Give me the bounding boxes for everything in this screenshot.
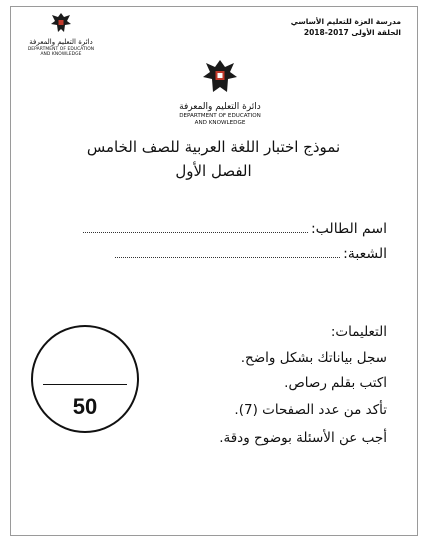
school-name: مدرسة العزة للتعليم الأساسي <box>290 17 401 26</box>
instruction-item: سجل بياناتك بشكل واضح. <box>240 350 387 366</box>
instruction-item: اكتب بقلم رصاص. <box>284 375 387 391</box>
logo-arabic-text: دائرة التعليم والمعرفة <box>29 38 93 46</box>
section-blank[interactable] <box>115 243 340 258</box>
logo-english-line1: DEPARTMENT OF EDUCATION <box>179 113 261 119</box>
small-logo <box>18 12 104 57</box>
student-name-blank[interactable] <box>83 218 308 233</box>
falcon-emblem-icon <box>200 58 240 98</box>
score-total: 50 <box>72 394 98 419</box>
main-logo <box>172 58 268 126</box>
instruction-item: تأكد من عدد الصفحات (7). <box>234 402 387 418</box>
score-circle <box>31 325 139 433</box>
section-field[interactable] <box>115 243 387 262</box>
exam-term: الفصل الأول <box>175 162 252 180</box>
school-header <box>291 16 401 38</box>
logo-english-line1: DEPARTMENT OF EDUCATION <box>27 47 95 52</box>
instruction-item: أجب عن الأسئلة بوضوح ودقة. <box>219 430 387 446</box>
student-name-field[interactable] <box>83 218 387 237</box>
student-name-label: اسم الطالب: <box>310 221 387 237</box>
logo-english-line2: AND KNOWLEDGE <box>194 119 246 126</box>
score-line <box>43 384 127 385</box>
logo-arabic-text: دائرة التعليم والمعرفة <box>179 102 261 112</box>
logo-english-line2: AND KNOWLEDGE <box>40 52 82 58</box>
falcon-emblem-icon <box>48 12 74 34</box>
exam-title: نموذج اختبار اللغة العربية للصف الخامس <box>86 138 341 156</box>
instructions-heading: التعليمات: <box>330 324 387 340</box>
school-cycle: الحلقة الأولى 2017-2018 <box>303 28 401 37</box>
section-label: الشعبة: <box>343 246 387 262</box>
